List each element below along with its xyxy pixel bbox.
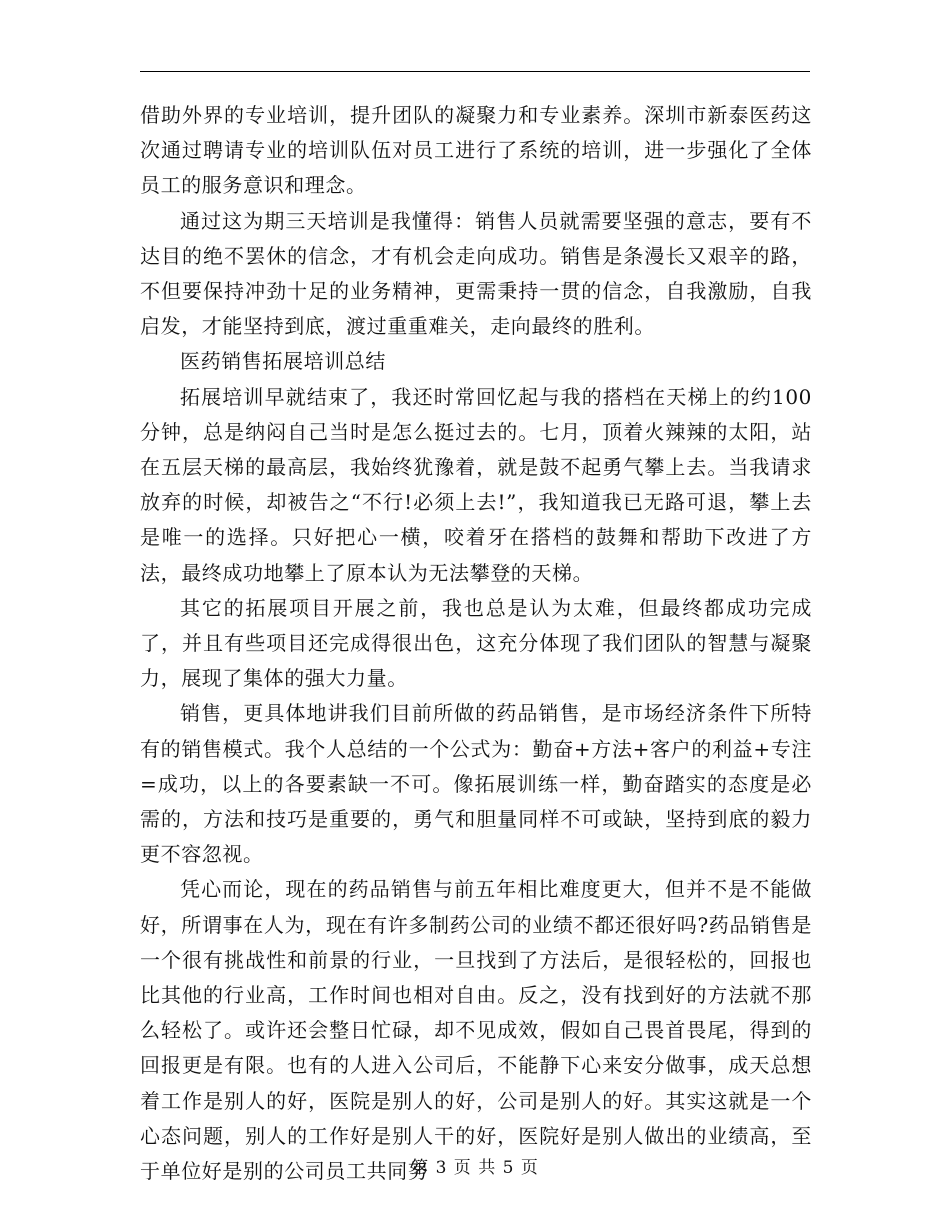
paragraph: 凭心而论，现在的药品销售与前五年相比难度更大，但并不是不能做好，所谓事在人为，现在有许多制药公司的业绩不都还很好吗?药品销售是一个很有挑战性和前景的行业，一旦找到了方法后，是很轻松的，回报也比其他的行业高，工作时间也相对自由。反之，没有找到好的方法就不那么轻松了。或许还会整日忙碌，却不见成效，假如自己畏首畏尾，得到的回报更是有限。也有的人进入公司后，不能静下心来安分做事，成天总想着工作是别人的好，医院是别人的好，公司是别人的好。其实这就是一个心态问题，别人的工作好是别人干的好，医院好是别人做出的业绩高，至于单位好是别的公司员工共同努: [140, 877, 812, 1184]
paragraph: 销售，更具体地讲我们目前所做的药品销售，是市场经济条件下所特有的销售模式。我个人总结的一个公式为：勤奋+方法+客户的利益+专注=成功，以上的各要素缺一不可。像拓展训练一样，勤奋踏实的态度是必需的，方法和技巧是重要的，勇气和胆量同样不可或缺，坚持到底的毅力更不容忽视。: [140, 701, 812, 867]
paragraph: 其它的拓展项目开展之前，我也总是认为太难，但最终都成功完成了，并且有些项目还完成得很出色，这充分体现了我们团队的智慧与凝聚力，展现了集体的强大力量。: [140, 595, 812, 691]
section-heading: 医药销售拓展培训总结: [180, 349, 386, 374]
paragraph: 借助外界的专业培训，提升团队的凝聚力和专业素养。深圳市新泰医药这次通过聘请专业的培训队伍对员工进行了系统的培训，进一步强化了全体员工的服务意识和理念。: [140, 103, 812, 198]
header-rule: [140, 71, 810, 72]
paragraph: 通过这为期三天培训是我懂得：销售人员就需要坚强的意志，要有不达目的绝不罢休的信念，才有机会走向成功。销售是条漫长又艰辛的路，不但要保持冲劲十足的业务精神，更需秉持一贯的信念，自我激励，自我启发，才能坚持到底，渡过重重难关，走向最终的胜利。: [140, 208, 812, 339]
page-footer: 第 3 页 共 5 页: [411, 1158, 539, 1178]
paragraph: 拓展培训早就结束了，我还时常回忆起与我的搭档在天梯上的约100分钟，总是纳闷自己当时是怎么挺过去的。七月，顶着火辣辣的太阳，站在五层天梯的最高层，我始终犹豫着，就是鼓不起勇气攀上去。当我请求放弃的时候，却被告之“不行!必须上去!”，我知道我已无路可退，攀上去是唯一的选择。只好把心一横，咬着牙在搭档的鼓舞和帮助下改进了方法，最终成功地攀上了原本认为无法攀登的天梯。: [140, 384, 812, 585]
body-text: [140, 98, 812, 1189]
